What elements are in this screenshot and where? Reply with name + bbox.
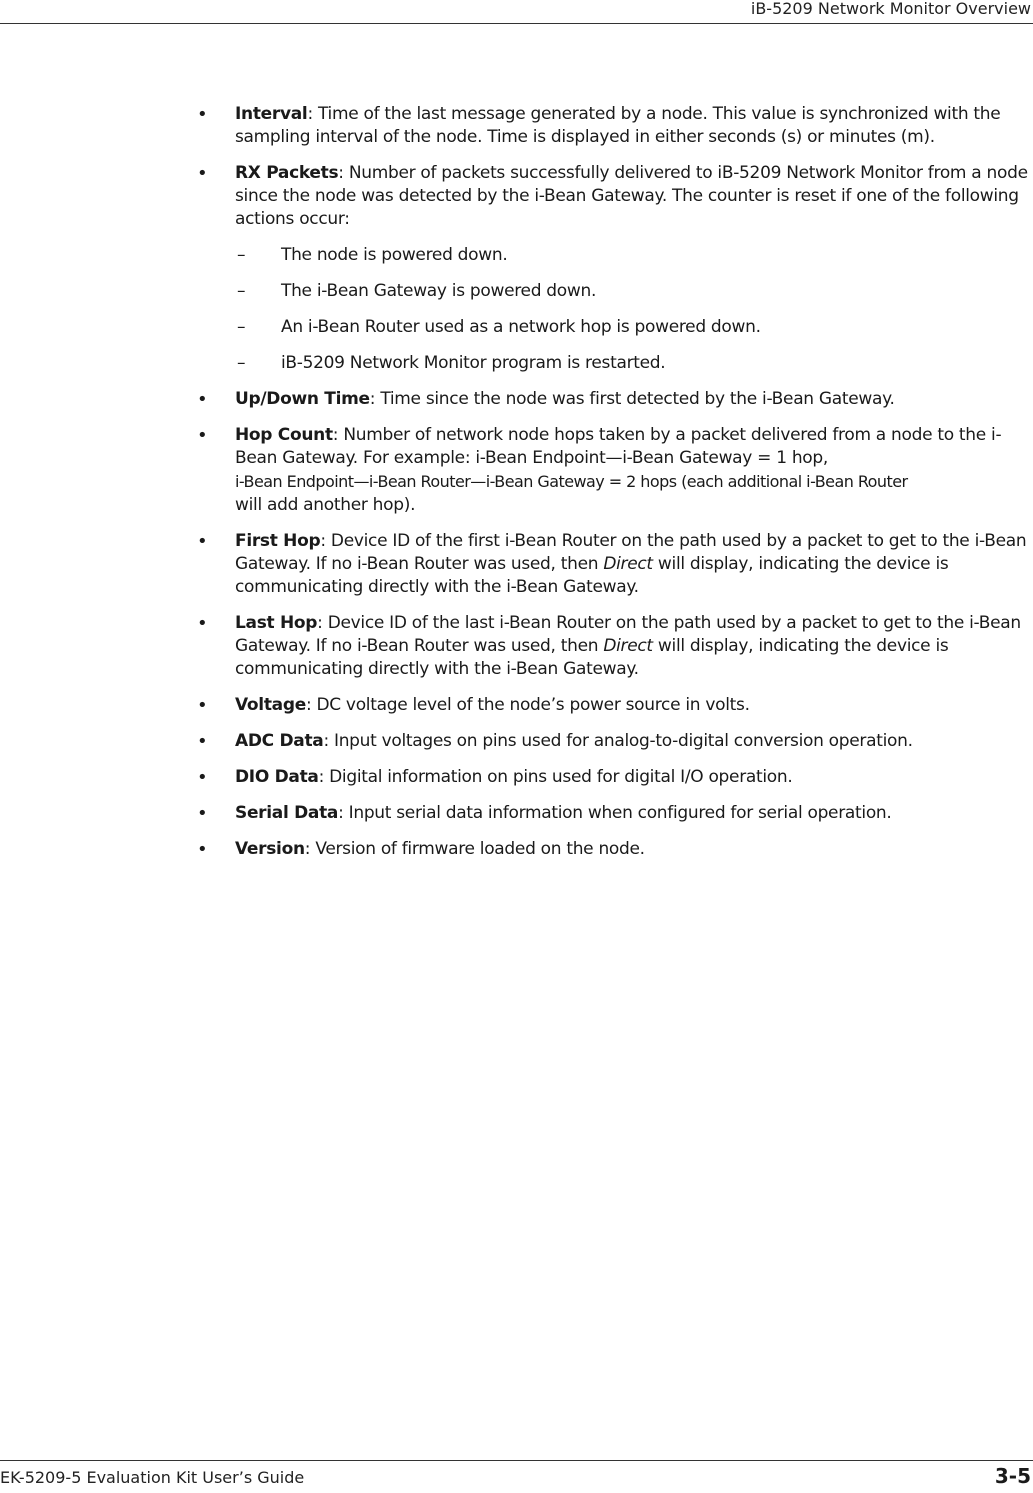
sub-item [195, 316, 1031, 339]
bullet-icon: • [197, 803, 208, 824]
bullet-icon: • [197, 695, 208, 716]
bullet-item-voltage [195, 694, 1031, 717]
desc-rx-packets: : Number of packets successfully delivered to iB-5209 Network Monitor from a node since the node was detected by the i-Bean Gateway. The counter is reset if one of the following actions occur: [235, 163, 1028, 229]
bullet-icon: • [197, 389, 208, 410]
term-rx-packets: RX Packets [235, 163, 339, 183]
sub-item-text: The i-Bean Gateway is powered down. [281, 281, 597, 301]
dash-icon: – [237, 317, 246, 337]
direct-term: Direct [603, 554, 653, 574]
bullet-item-up-down-time [195, 388, 1031, 411]
desc-hop-count: : Number of network node hops taken by a packet delivered from a node to the i-Bean Gateway. For example: i-Bean Endpoint—i-Bean Gateway = 1 hop, [235, 425, 1002, 468]
term-hop-count: Hop Count [235, 425, 333, 445]
desc-hop-count-example: i-Bean Endpoint—i-Bean Router—i-Bean Gateway = 2 hops (each additional i-Bean Router [235, 472, 908, 491]
bullet-item-version [195, 838, 1031, 861]
dash-icon: – [237, 281, 246, 301]
bullet-item-adc-data [195, 730, 1031, 753]
direct-term: Direct [603, 636, 653, 656]
desc-dio-data: : Digital information on pins used for digital I/O operation. [318, 767, 793, 787]
desc-voltage: : DC voltage level of the node’s power source in volts. [305, 695, 750, 715]
sub-item [195, 280, 1031, 303]
desc-serial-data: : Input serial data information when configured for serial operation. [338, 803, 892, 823]
desc-first-hop: : Device ID of the first i-Bean Router on the path used by a packet to get to the i-Bean Gateway. If no i-Bean Router was used, then [235, 531, 1027, 574]
bullet-item-serial-data [195, 802, 1031, 825]
footer-guide-title: EK-5209-5 Evaluation Kit User’s Guide [0, 1468, 305, 1487]
bullet-item-dio-data [195, 766, 1031, 789]
bullet-item-first-hop [195, 530, 1031, 599]
bullet-icon: • [197, 731, 208, 752]
desc-interval: : Time of the last message generated by a node. This value is synchronized with the sampling interval of the node. Time is displayed in either seconds (s) or minutes (m). [235, 104, 1001, 147]
sub-item-text: iB-5209 Network Monitor program is restarted. [281, 353, 666, 373]
sub-item-text: The node is powered down. [281, 245, 508, 265]
bullet-icon: • [197, 613, 208, 634]
bullet-item-rx-packets [195, 162, 1031, 231]
page-number: 3-5 [994, 1464, 1031, 1488]
bullet-icon: • [197, 839, 208, 860]
term-first-hop: First Hop [235, 531, 321, 551]
running-header: iB-5209 Network Monitor Overview [750, 0, 1031, 18]
term-voltage: Voltage [235, 695, 306, 715]
header-rule [0, 23, 1033, 24]
term-dio-data: DIO Data [235, 767, 319, 787]
field-definition-list [195, 103, 1031, 874]
desc-hop-count-end: will add another hop). [235, 495, 416, 515]
term-last-hop: Last Hop [235, 613, 318, 633]
desc-adc-data: : Input voltages on pins used for analog-to-digital conversion operation. [323, 731, 913, 751]
bullet-icon: • [197, 425, 208, 446]
sub-item-text: An i-Bean Router used as a network hop is powered down. [281, 317, 761, 337]
bullet-item-hop-count [195, 424, 1031, 517]
term-adc-data: ADC Data [235, 731, 324, 751]
desc-first-hop-end: will display, indicating the device is communicating directly with the i-Bean Gateway. [235, 554, 949, 597]
desc-up-down-time: : Time since the node was first detected by the i-Bean Gateway. [369, 389, 895, 409]
dash-icon: – [237, 353, 246, 373]
desc-last-hop-end: will display, indicating the device is communicating directly with the i-Bean Gateway. [235, 636, 949, 679]
dash-icon: – [237, 245, 246, 265]
bullet-icon: • [197, 531, 208, 552]
desc-version: : Version of firmware loaded on the node. [304, 839, 645, 859]
bullet-icon: • [197, 104, 208, 125]
term-version: Version [235, 839, 305, 859]
bullet-icon: • [197, 767, 208, 788]
desc-last-hop: : Device ID of the last i-Bean Router on the path used by a packet to get to the i-Bean Gateway. If no i-Bean Router was used, then [235, 613, 1021, 656]
bullet-icon: • [197, 163, 208, 184]
term-interval: Interval [235, 104, 308, 124]
term-up-down-time: Up/Down Time [235, 389, 370, 409]
bullet-item-interval [195, 103, 1031, 149]
bullet-item-last-hop [195, 612, 1031, 681]
term-serial-data: Serial Data [235, 803, 339, 823]
footer-rule [0, 1460, 1033, 1461]
sub-item [195, 244, 1031, 267]
sub-item [195, 352, 1031, 375]
